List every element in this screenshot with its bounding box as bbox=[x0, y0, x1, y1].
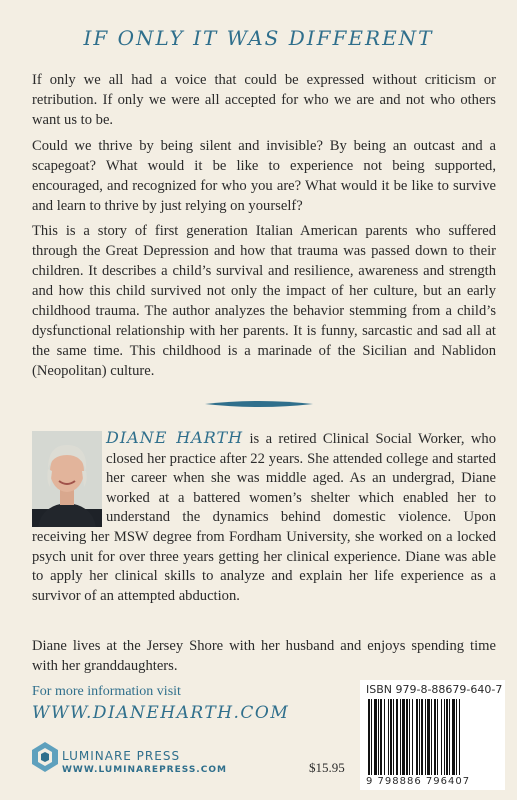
intro-paragraph: If only we all had a voice that could be expressed without criticism or retribution. If only we were all accepted for who we are and not who others want us to be. bbox=[32, 72, 496, 128]
ornamental-divider bbox=[205, 398, 313, 410]
publisher-name: LUMINARE PRESS bbox=[62, 749, 181, 763]
publisher-website[interactable]: WWW.LUMINAREPRESS.COM bbox=[62, 765, 227, 775]
price: $15.95 bbox=[309, 760, 345, 775]
barcode-digits: 9 798886 796407 bbox=[366, 776, 471, 787]
author-website[interactable]: WWW.DIANEHARTH.COM bbox=[32, 703, 290, 723]
isbn-label: ISBN 979-8-88679-640-7 bbox=[366, 683, 503, 696]
author-bio bbox=[32, 428, 496, 606]
barcode-icon bbox=[366, 699, 500, 775]
author-name: DIANE HARTH bbox=[106, 428, 244, 447]
synopsis-paragraph: This is a story of first generation Italian American parents who suffered through the Great Depression and how that trauma was passed down to their children. It describes a child’s survival and resilience, awareness and strength and how this child survived not only the impact of her culture, but an early childhood trauma. The author analyzes the behavior stemming from a child’s dysfunctional relationship with her parents. It is funny, sarcastic and sad all at the same time. This childhood is a marinade of the Sicilian and Nablidon (Neopolitan) culture. bbox=[32, 223, 496, 379]
more-info-label: For more information visit bbox=[32, 684, 181, 699]
book-title: IF ONLY IT WAS DIFFERENT bbox=[83, 26, 434, 50]
publisher-logo-icon bbox=[32, 742, 58, 772]
questions-paragraph: Could we thrive by being silent and invisible? By being an outcast and a scapegoat? What would it be like to experience not being supported, encouraged, and recognized for who you are? What would it be like to survive and learn to thrive by just relying on yourself? bbox=[32, 138, 496, 214]
author-bio-text: is a retired Clinical Social Worker, who closed her practice after 22 years. She attended college and started her career when she was middle aged. As an undergrad, Diane worked at a battered women’s shelter which enabled her to understand the dynamics behind domestic violence. Upon receiving her MSW degree from Fordham University, she worked on a locked psych unit for over three years getting her clinical experience. Diane was able to apply her clinical skills to analyze and explain her life experience as a survivor of an attempted abduction. bbox=[32, 431, 496, 604]
author-closing: Diane lives at the Jersey Shore with her husband and enjoys spending time with her granddaughters. bbox=[32, 638, 496, 674]
